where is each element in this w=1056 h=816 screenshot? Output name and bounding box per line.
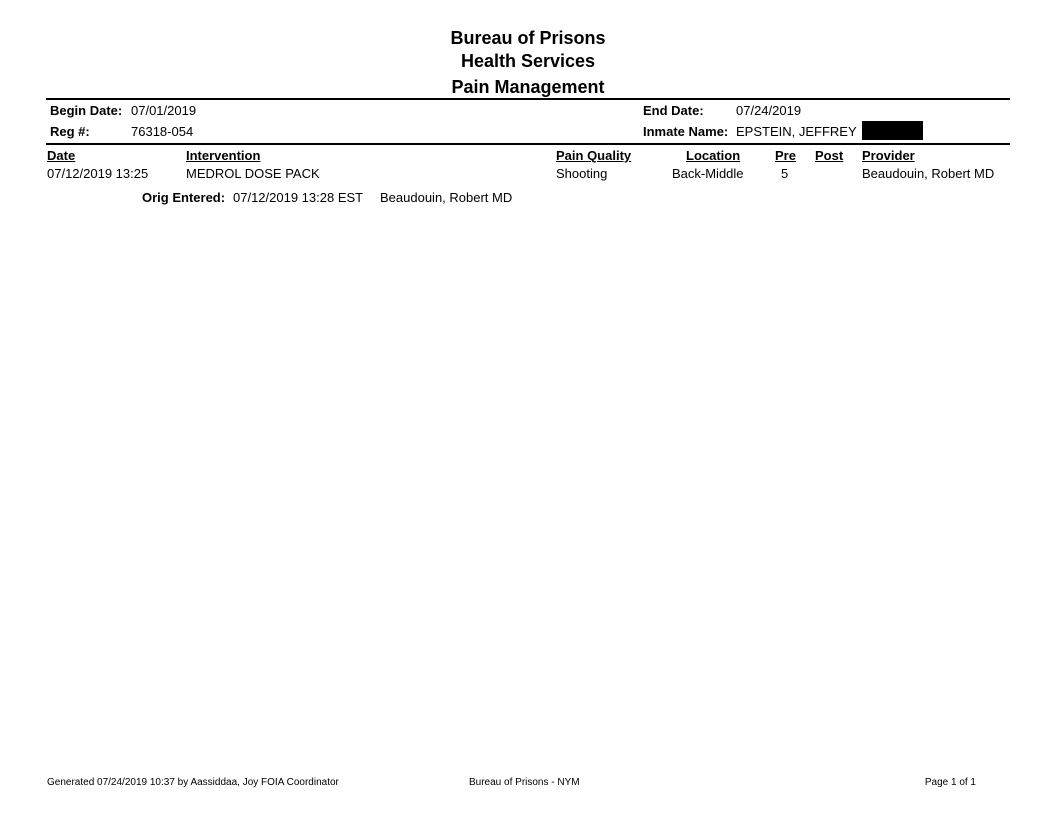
report-department: Health Services: [460, 51, 596, 71]
table-header-rule: [46, 143, 1010, 145]
reg-value: 76318-054: [131, 124, 194, 139]
report-title: Pain Management: [451, 77, 605, 97]
begin-date-value: 07/01/2019: [131, 103, 197, 118]
row-provider: Beaudouin, Robert MD: [862, 166, 995, 181]
footer-page-number: Page 1 of 1: [924, 777, 976, 788]
inmate-name-label: Inmate Name:: [643, 124, 729, 139]
col-location-header: Location: [686, 148, 741, 163]
col-date-header: Date: [47, 148, 76, 163]
col-intervention-header: Intervention: [186, 148, 261, 163]
header-rule: [46, 98, 1010, 100]
orig-entered-by: Beaudouin, Robert MD: [380, 190, 513, 205]
orig-entered-value: 07/12/2019 13:28 EST: [233, 190, 364, 205]
report-agency: Bureau of Prisons: [450, 28, 606, 48]
col-post-header: Post: [815, 148, 844, 163]
end-date-label: End Date:: [643, 103, 704, 118]
row-pain-quality: Shooting: [556, 166, 608, 181]
begin-date-label: Begin Date:: [50, 103, 123, 118]
redaction-box: [862, 121, 923, 140]
footer-generated: Generated 07/24/2019 10:37 by Aassiddaa, Joy FOIA Coordinator: [47, 777, 339, 788]
orig-entered-label: Orig Entered:: [142, 190, 226, 205]
footer-facility: Bureau of Prisons - NYM: [469, 777, 580, 788]
row-intervention: MEDROL DOSE PACK: [186, 166, 320, 181]
row-location: Back-Middle: [672, 166, 744, 181]
row-date: 07/12/2019 13:25: [47, 166, 149, 181]
end-date-value: 07/24/2019: [736, 103, 802, 118]
reg-label: Reg #:: [50, 124, 90, 139]
col-provider-header: Provider: [862, 148, 915, 163]
inmate-name-value: EPSTEIN, JEFFREY: [736, 124, 857, 139]
col-pain-quality-header: Pain Quality: [556, 148, 632, 163]
col-pre-header: Pre: [775, 148, 796, 163]
row-pre: 5: [781, 166, 789, 181]
